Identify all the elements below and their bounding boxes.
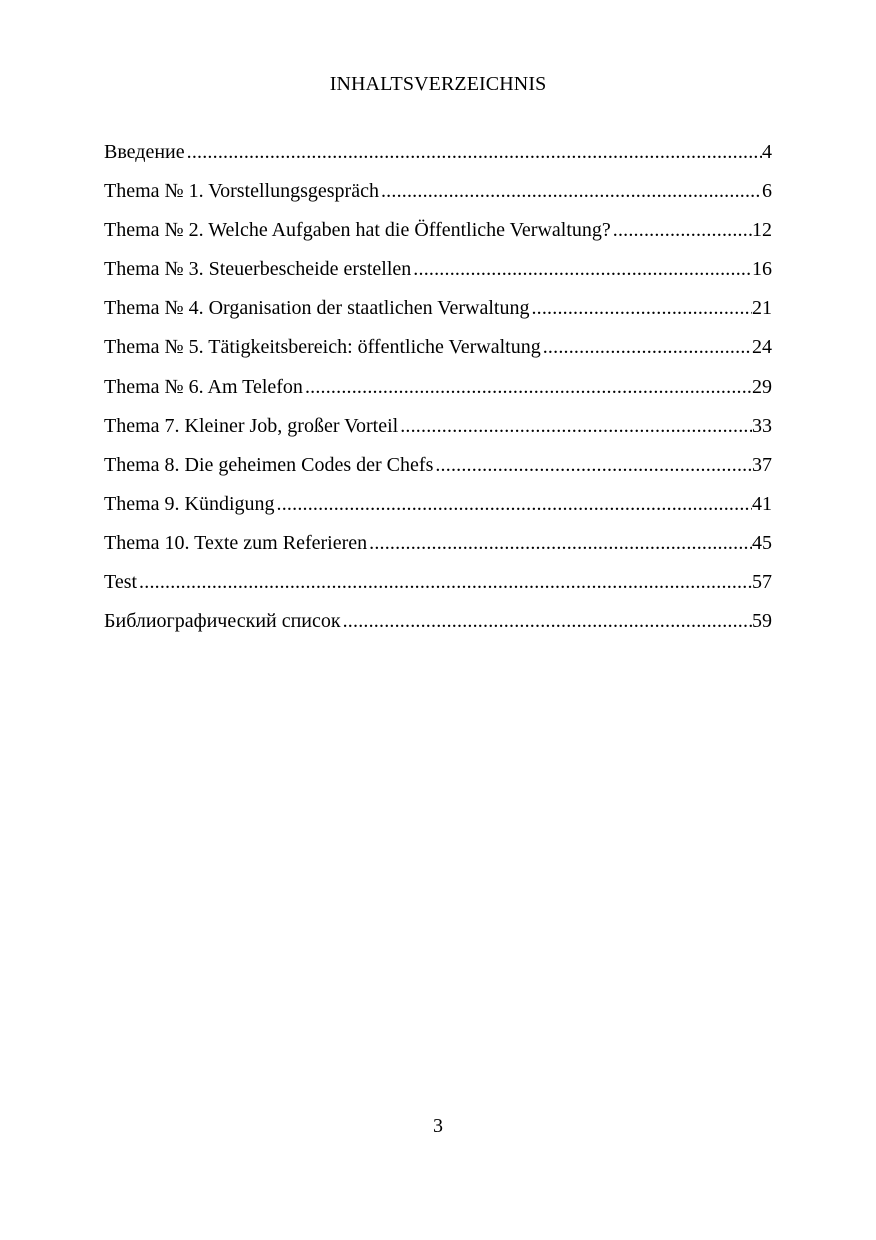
toc-entry-label: Thema № 3. Steuerbescheide erstellen [104, 258, 412, 281]
toc-entry-page: 12 [752, 219, 772, 242]
toc-entry-thema-9[interactable] [104, 489, 772, 528]
toc-dot-leader [529, 293, 752, 323]
toc-entry-label: Введение [104, 141, 185, 163]
toc-entry-page: 33 [752, 414, 772, 437]
toc-dot-leader [433, 450, 752, 480]
toc-entry-label: Thema № 6. Am Telefon [104, 375, 303, 398]
toc-entry-thema-8[interactable] [104, 450, 772, 489]
toc-entry-page: 16 [752, 258, 772, 281]
toc-dot-leader [379, 176, 762, 206]
toc-dot-leader [341, 606, 752, 636]
toc-entry-thema-1[interactable] [104, 176, 772, 215]
toc-entry-page: 59 [752, 610, 772, 633]
page-number: 3 [433, 1115, 443, 1137]
toc-dot-leader [611, 215, 752, 245]
toc-dot-leader [367, 528, 752, 558]
toc-entry-thema-3[interactable] [104, 254, 772, 293]
toc-entry-label: Thema № 1. Vorstellungsgespräch [104, 180, 379, 203]
toc-entry-page: 29 [752, 375, 772, 398]
toc-entry-thema-2[interactable] [104, 215, 772, 254]
toc-entry-page: 24 [752, 336, 772, 359]
toc-dot-leader [541, 332, 752, 362]
toc-dot-leader [411, 254, 752, 284]
toc-entry-bibliography[interactable] [104, 606, 772, 645]
toc-entry-thema-7[interactable] [104, 411, 772, 450]
toc-entry-label: Thema № 5. Tätigkeitsbereich: öffentliche Verwaltung [104, 336, 541, 359]
page-title: INHALTSVERZEICHNIS [329, 73, 547, 95]
toc-entry-page: 37 [752, 453, 772, 476]
toc-entry-label: Библиографический список [104, 610, 341, 633]
toc-entry-label: Thema 7. Kleiner Job, großer Vorteil [104, 414, 399, 437]
toc-entry-label: Thema № 4. Organisation der staatlichen Verwaltung [104, 297, 530, 320]
toc-entry-page: 4 [762, 141, 772, 163]
toc-entry-label: Thema 8. Die geheimen Codes der Chefs [104, 453, 434, 476]
toc-entry-thema-4[interactable] [104, 293, 772, 332]
toc-entry-label: Thema 10. Texte zum Referieren [104, 531, 368, 554]
toc-entry-page: 45 [752, 531, 772, 554]
toc-entry-label: Thema 9. Kündigung [104, 492, 275, 515]
toc-dot-leader [185, 137, 762, 167]
toc-entry-page: 41 [752, 492, 772, 515]
toc-entry-thema-6[interactable] [104, 372, 772, 411]
toc-entry-label: Test [104, 571, 138, 594]
toc-entry-page: 21 [752, 297, 772, 320]
toc-dot-leader [275, 489, 752, 519]
toc-dot-leader [137, 567, 752, 597]
toc-entry-thema-10[interactable] [104, 528, 772, 567]
toc-dot-leader [303, 372, 752, 402]
toc-entry-page: 6 [762, 180, 772, 203]
toc-entry-introduction[interactable] [104, 137, 772, 176]
table-of-contents [104, 137, 772, 645]
toc-entry-label: Thema № 2. Welche Aufgaben hat die Öffentliche Verwaltung? [104, 219, 611, 242]
toc-entry-page: 57 [752, 571, 772, 594]
toc-dot-leader [398, 411, 752, 441]
toc-entry-test[interactable] [104, 567, 772, 606]
toc-entry-thema-5[interactable] [104, 332, 772, 371]
